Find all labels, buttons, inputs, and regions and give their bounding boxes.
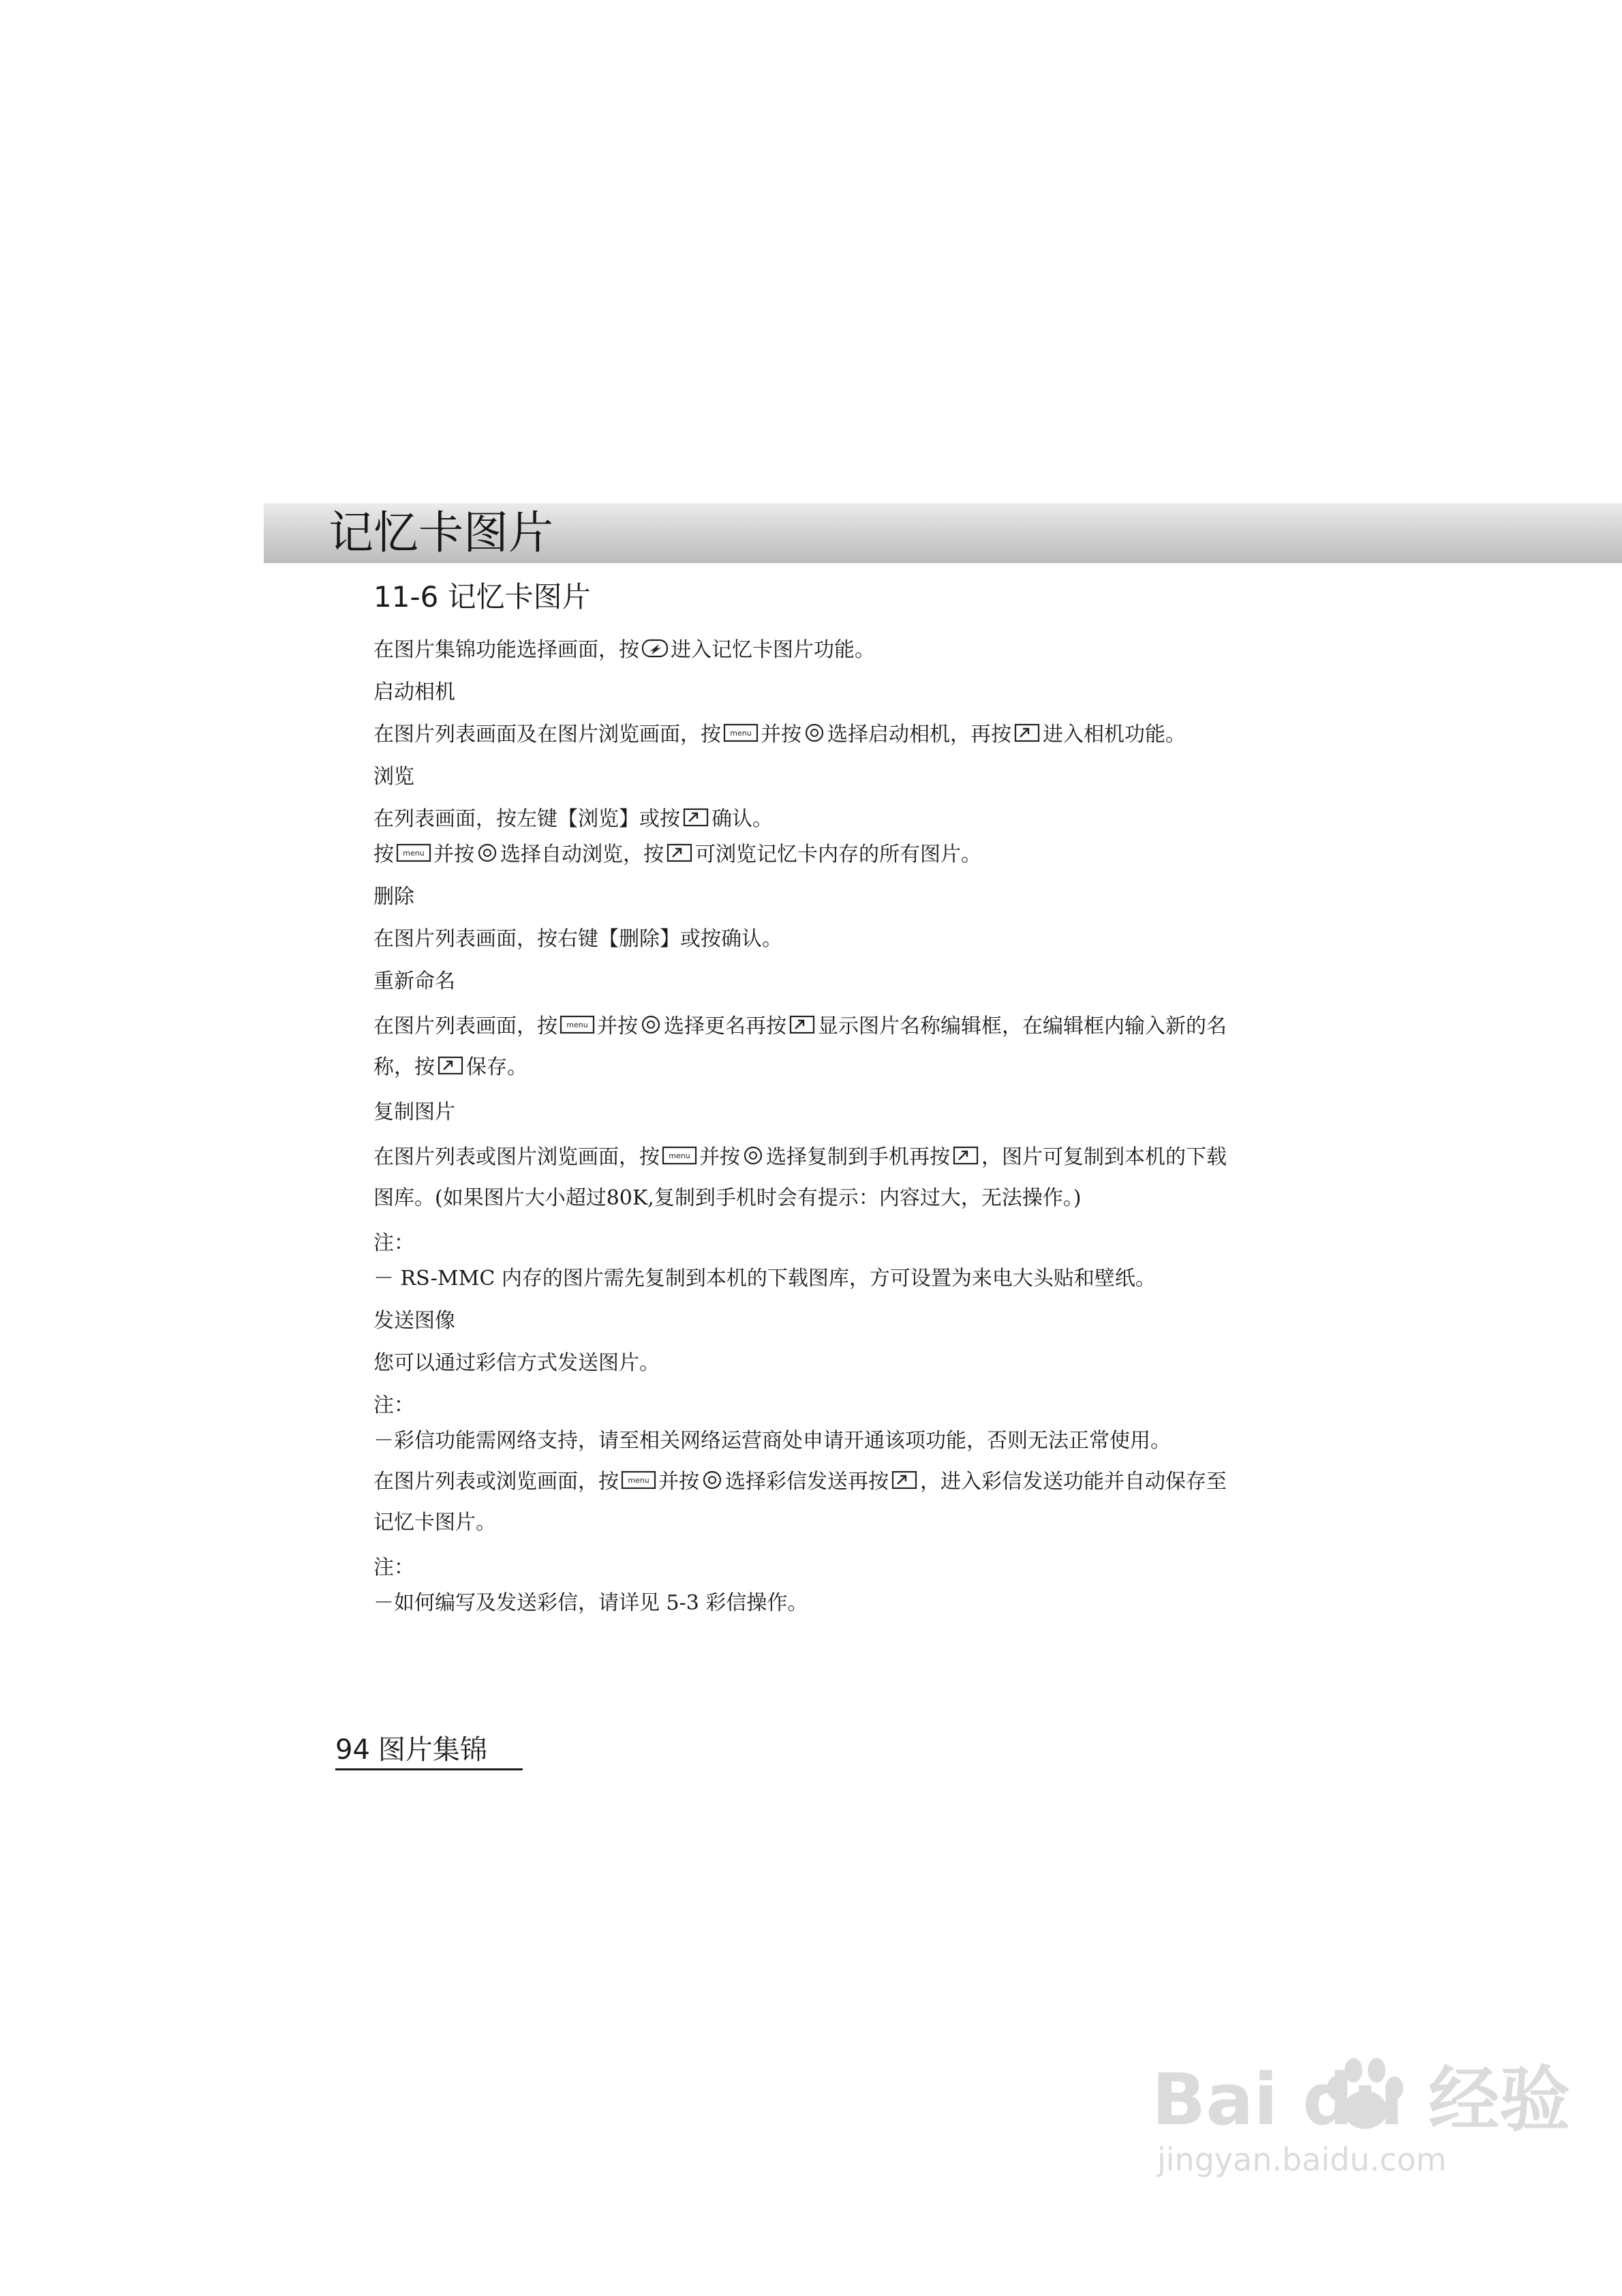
- copy-note-label: 注：: [373, 1231, 414, 1255]
- intro-text-a: 在图片集锦功能选择画面，按: [373, 638, 639, 662]
- page-number: 94: [335, 1734, 370, 1766]
- ok-key-icon: [891, 1470, 918, 1490]
- send-text-b: 并按: [658, 1470, 699, 1494]
- rename-text-b: 并按: [597, 1014, 638, 1038]
- send-text-d: ，进入彩信发送功能并自动保存至记忆卡图片。: [373, 1470, 1227, 1535]
- ok-key-icon: [789, 1014, 816, 1035]
- rename-text-d: 显示图片名称编辑框，在编辑框内输入新的名称，按: [373, 1014, 1227, 1079]
- rename-paragraph: [373, 1006, 1232, 1088]
- send-note2: －如何编写及发送彩信，请详见 5-3 彩信操作。: [373, 1591, 808, 1615]
- page-content: [373, 578, 1232, 1628]
- send-image-paragraph: [373, 1462, 1232, 1543]
- send-note-label: 注：: [373, 1393, 414, 1417]
- chapter-banner: [264, 503, 1622, 563]
- send-image-line: 您可以通过彩信方式发送图片。: [373, 1351, 660, 1375]
- send-key-icon: [641, 638, 669, 659]
- browse-text-d: 并按: [433, 843, 474, 866]
- browse-text-b: 确认。: [711, 807, 773, 831]
- ok-key-icon: [952, 1145, 979, 1166]
- chapter-title: 记忆卡图片: [328, 507, 553, 559]
- copy-text-c: 选择复制到手机再按: [766, 1145, 950, 1169]
- footer-title: 图片集锦: [378, 1734, 487, 1766]
- browse-text-e: 选择自动浏览，按: [500, 843, 664, 866]
- heading-rename: 重新命名: [373, 969, 455, 993]
- ok-key-icon: [437, 1055, 464, 1076]
- svg-text:menu: menu: [669, 1151, 690, 1160]
- browse-line-1: [373, 802, 1232, 837]
- delete-paragraph: 在图片列表画面，按右键【删除】或按确认。: [373, 927, 782, 951]
- browse-line-2: [373, 837, 1232, 873]
- ok-key-icon: [1013, 723, 1041, 743]
- ok-key-icon: [682, 807, 709, 828]
- menu-key-icon: [560, 1014, 595, 1035]
- menu-key-icon: [723, 723, 759, 743]
- copy-text-b: 并按: [699, 1145, 740, 1169]
- start-camera-text-d: 进入相机功能。: [1043, 723, 1186, 746]
- copy-note: － RS-MMC 内存的图片需先复制到本机的下载图库，方可设置为来电大头贴和壁纸。: [373, 1267, 1156, 1290]
- start-camera-paragraph: [373, 717, 1232, 753]
- page-footer: [335, 1732, 523, 1770]
- rename-text-a: 在图片列表画面，按: [373, 1014, 557, 1038]
- start-camera-text-a: 在图片列表画面及在图片浏览画面，按: [373, 723, 721, 746]
- watermark-brand: Bai du 经验: [1152, 2058, 1570, 2141]
- navigation-key-icon: [640, 1014, 662, 1035]
- navigation-key-icon: [742, 1145, 764, 1166]
- send-note2-label: 注：: [373, 1556, 414, 1580]
- browse-text-f: 可浏览记忆卡内存的所有图片。: [695, 843, 981, 866]
- browse-text-a: 在列表画面，按左键【浏览】或按: [373, 807, 680, 831]
- send-note: －彩信功能需网络支持，请至相关网络运营商处申请开通该项功能，否则无法正常使用。: [373, 1429, 1171, 1453]
- copy-text-a: 在图片列表或图片浏览画面，按: [373, 1145, 660, 1169]
- menu-key-icon: [396, 843, 431, 863]
- intro-paragraph: [373, 633, 1232, 668]
- ok-key-icon: [666, 843, 693, 863]
- send-text-a: 在图片列表或浏览画面，按: [373, 1470, 619, 1494]
- baidu-watermark: [1152, 2055, 1570, 2185]
- svg-text:menu: menu: [730, 729, 752, 738]
- intro-text-b: 进入记忆卡图片功能。: [671, 638, 875, 662]
- svg-text:menu: menu: [566, 1021, 588, 1029]
- svg-text:menu: menu: [628, 1476, 649, 1485]
- menu-key-icon: [621, 1470, 656, 1490]
- heading-start-camera: 启动相机: [373, 680, 455, 704]
- heading-delete: 删除: [373, 885, 414, 909]
- section-title: 11-6 记忆卡图片: [373, 580, 591, 614]
- copy-text-d: ，图片可复制到本机的下载图库。(如果图片大小超过80K,复制到手机时会有提示：内容过大，无法操作。): [373, 1145, 1227, 1210]
- watermark-url: jingyan.baidu.com: [1157, 2141, 1447, 2178]
- navigation-key-icon: [804, 723, 825, 743]
- copy-paragraph: [373, 1137, 1232, 1219]
- start-camera-text-b: 并按: [761, 723, 801, 746]
- heading-send-image: 发送图像: [373, 1309, 455, 1333]
- heading-copy: 复制图片: [373, 1100, 455, 1124]
- heading-browse: 浏览: [373, 765, 414, 789]
- rename-text-c: 选择更名再按: [664, 1014, 786, 1038]
- navigation-key-icon: [476, 843, 498, 863]
- menu-key-icon: [662, 1145, 697, 1166]
- browse-text-c: 按: [373, 843, 394, 866]
- svg-text:menu: menu: [403, 849, 425, 858]
- navigation-key-icon: [701, 1470, 723, 1490]
- send-text-c: 选择彩信发送再按: [725, 1470, 889, 1494]
- rename-text-e: 保存。: [466, 1055, 527, 1079]
- start-camera-text-c: 选择启动相机，再按: [827, 723, 1011, 746]
